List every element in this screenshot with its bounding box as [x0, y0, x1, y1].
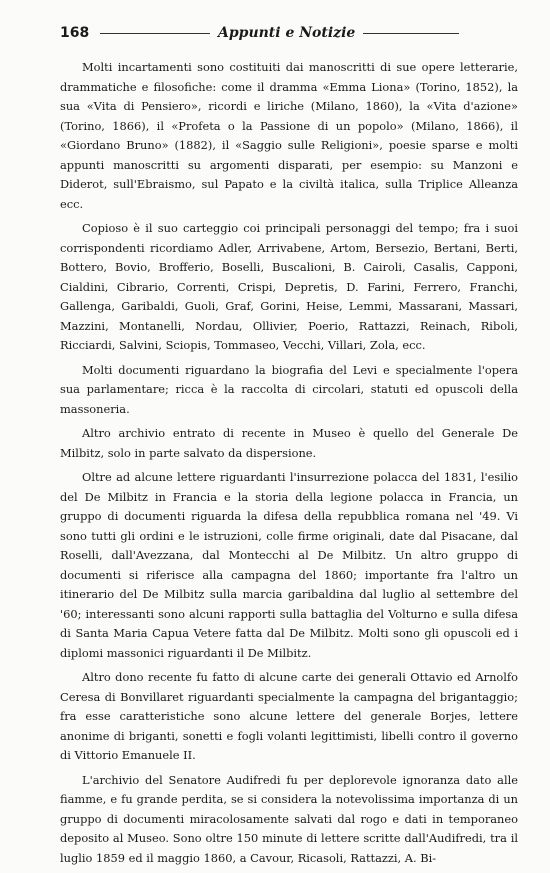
page-header: [60, 20, 518, 46]
page-number: 168: [60, 25, 90, 41]
paragraph: L'archivio del Senatore Audifredi fu per deplorevole ignoranza dato alle fiamme, e fu grande perdita, se si considera la notevolissima importanza di un gruppo di documenti miracolosamente salvati dal rogo e dati in temporaneo deposito al Museo. Sono oltre 150 minute di lettere scritte dall'Audifredi, tra il luglio 1859 ed il maggio 1860, a Cavour, Ricasoli, Rattazzi, A. Bi-: [60, 772, 518, 865]
paragraph: Molti documenti riguardano la biografia del Levi e specialmente l'opera sua parlamentare; ricca è la raccolta di circolari, statuti ed opuscoli della massoneria.: [60, 362, 518, 416]
paragraph: Oltre ad alcune lettere riguardanti l'insurrezione polacca del 1831, l'esilio del De Milbitz in Francia e la storia della legione polacca in Francia, un gruppo di documenti riguarda la difesa della repubblica romana nel '49. Vi sono tutti gli ordini e le istruzioni, colle firme originali, date dal Pisacane, dal Roselli, dall'Avezzana, dal Montecchi al De Milbitz. Un altro gruppo di documenti si riferisce alla campagna del 1860; importante fra l'altro un itinerario del De Milbitz sulla marcia garibaldina dal luglio al settembre del '60; interessanti sono alcuni rapporti sulla battaglia del Volturno e sulla difesa di Santa Maria Capua Vetere fatta dal De Milbitz. Molti sono gli opuscoli ed i diplomi massonici riguardanti il De Milbitz.: [60, 470, 518, 660]
page-body: [60, 58, 518, 868]
paragraph: Copioso è il suo carteggio coi principali personaggi del tempo; fra i suoi corrispondenti ricordiamo Adler, Arrivabene, Artom, Bersezio, Bertani, Berti, Bottero, Bovio, Brofferio, Boselli, Buscalioni, B. Cairoli, Casalis, Capponi, Cialdini, Cibrario, Correnti, Crispi, Depretis, D. Farini, Ferrero, Franchi, Gallenga, Garibaldi, Guoli, Graf, Gorini, Heise, Lemmi, Massarani, Massari, Mazzini, Montanelli, Nordau, Ollivier, Poerio, Rattazzi, Reinach, Riboli, Ricciardi, Salvini, Sciopis, Tommaseo, Vecchi, Villari, Zola, ecc.: [60, 221, 518, 352]
paragraph: Altro archivio entrato di recente in Museo è quello del Generale De Milbitz, solo in parte salvato da dispersione.: [60, 426, 518, 460]
header-rule-right: [363, 33, 459, 34]
running-title: Appunti e Notizie: [218, 25, 356, 41]
book-page: [60, 20, 518, 873]
paragraph: Altro dono recente fu fatto di alcune carte dei generali Ottavio ed Arnolfo Ceresa di Bonvillaret riguardanti specialmente la campagna del brigantaggio; fra esse caratteristiche sono alcune lettere del generale Borjes, lettere anonime di briganti, sonetti e fogli volanti legittimisti, libelli contro il governo di Vittorio Emanuele II.: [60, 670, 518, 762]
paragraph: Molti incartamenti sono costituiti dai manoscritti di sue opere letterarie, drammatiche e filosofiche: come il dramma «Emma Liona» (Torino, 1852), la sua «Vita di Pensiero», ricordi e liriche (Milano, 1860), la «Vita d'azione» (Torino, 1866), il «Profeta o la Passione di un popolo» (Milano, 1866), il «Giordano Bruno» (1882), il «Saggio sulle Religioni», poesie sparse e molti appunti manoscritti su argomenti disparati, per esempio: su Manzoni e Diderot, sull'Ebraismo, sul Papato e la civiltà italica, sulla Triplice Alleanza ecc.: [60, 60, 518, 211]
header-rule-left: [100, 33, 210, 34]
